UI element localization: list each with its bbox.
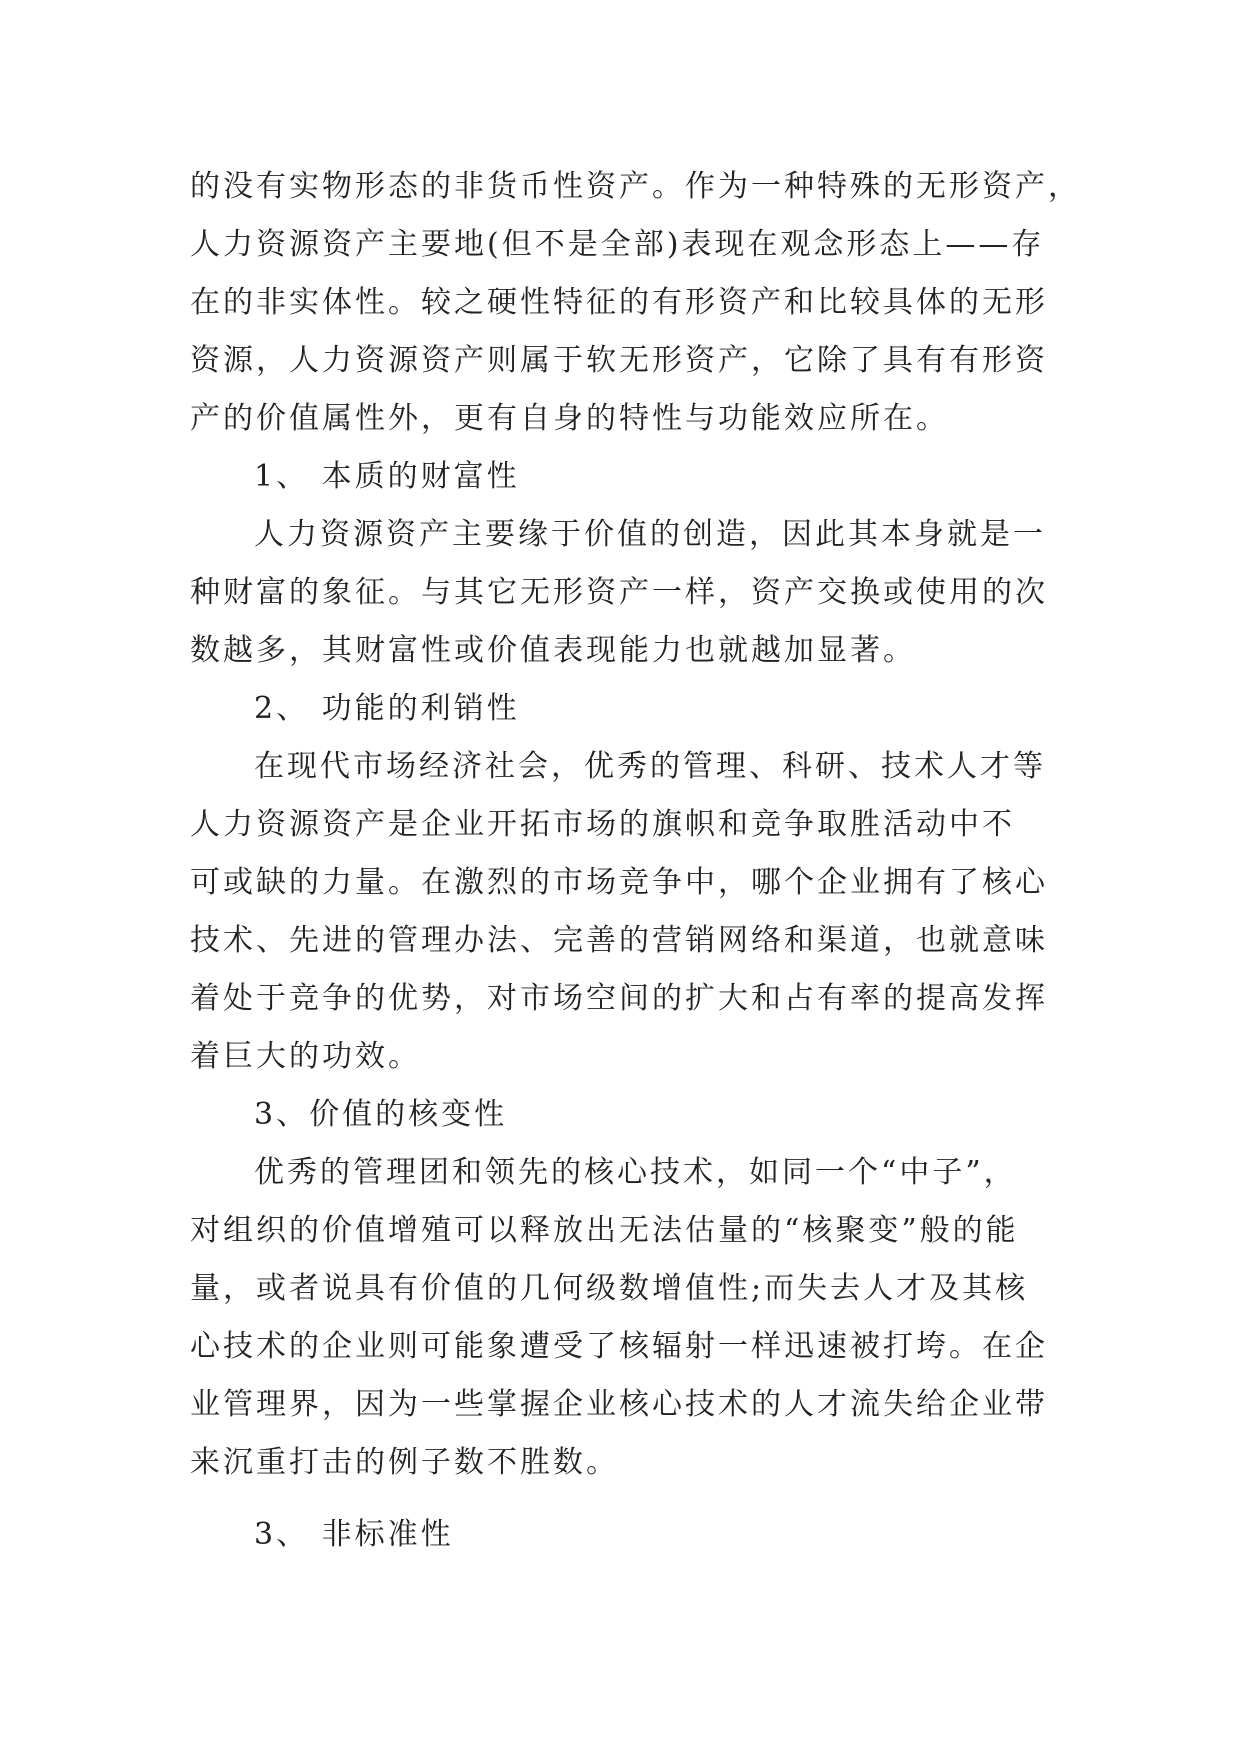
document-body (190, 158, 1081, 1564)
text-line: 对组织的价值增殖可以释放出无法估量的“核聚变”般的能 (190, 1213, 1019, 1248)
section-heading: 2、 功能的利销性 (254, 691, 520, 726)
text-line: 技术、先进的管理办法、完善的营销网络和渠道，也就意味 (190, 923, 1048, 958)
section-heading: 1、 本质的财富性 (254, 459, 520, 494)
text-line: 资源，人力资源资产则属于软无形资产，它除了具有有形资 (190, 343, 1048, 378)
text-line: 来沉重打击的例子数不胜数。 (190, 1445, 619, 1480)
text-line: 量，或者说具有价值的几何级数增值性;而失去人才及其核 (190, 1271, 1029, 1306)
text-line: 人力资源资产主要地(但不是全部)表现在观念形态上——存 (190, 227, 1045, 262)
section-heading: 3、价值的核变性 (254, 1097, 508, 1132)
text-line: 的没有实物形态的非货币性资产。作为一种特殊的无形资产， (190, 169, 1081, 204)
text-line: 在现代市场经济社会，优秀的管理、科研、技术人才等 (254, 749, 1046, 784)
text-line: 数越多，其财富性或价值表现能力也就越加显著。 (190, 633, 916, 668)
text-line: 人力资源资产主要缘于价值的创造，因此其本身就是一 (254, 517, 1046, 552)
text-line: 业管理界，因为一些掌握企业核心技术的人才流失给企业带 (190, 1387, 1048, 1422)
section-heading: 3、 非标准性 (254, 1517, 454, 1552)
text-line: 人力资源资产是企业开拓市场的旗帜和竞争取胜活动中不 (190, 807, 1015, 842)
text-line: 在的非实体性。较之硬性特征的有形资产和比较具体的无形 (190, 285, 1048, 320)
text-line: 心技术的企业则可能象遭受了核辐射一样迅速被打垮。在企 (190, 1329, 1048, 1364)
text-line: 优秀的管理团和领先的核心技术，如同一个“中子”， (254, 1155, 1017, 1190)
text-line: 产的价值属性外，更有自身的特性与功能效应所在。 (190, 401, 949, 436)
text-line: 着巨大的功效。 (190, 1039, 421, 1074)
text-line: 可或缺的力量。在激烈的市场竞争中，哪个企业拥有了核心 (190, 865, 1048, 900)
text-line: 着处于竞争的优势，对市场空间的扩大和占有率的提高发挥 (190, 981, 1048, 1016)
text-line: 种财富的象征。与其它无形资产一样，资产交换或使用的次 (190, 575, 1048, 610)
